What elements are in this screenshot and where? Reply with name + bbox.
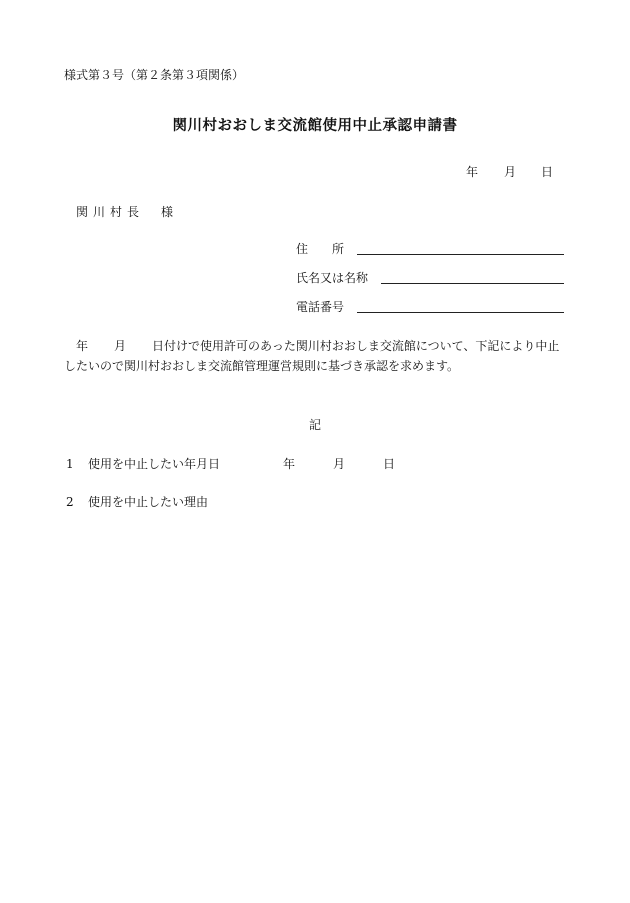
item-suspension-reason bbox=[66, 493, 208, 510]
name-field-line bbox=[381, 283, 564, 284]
phone-label: 電話番号 bbox=[296, 300, 345, 314]
date-day-label: 日 bbox=[541, 165, 554, 179]
item-month-label: 月 bbox=[333, 457, 346, 471]
address-label: 住所 bbox=[296, 242, 369, 256]
item-number: 1 bbox=[66, 457, 74, 471]
phone-field-line bbox=[357, 312, 564, 313]
item-number: 2 bbox=[66, 495, 74, 509]
recipient: 関川村長 様 bbox=[76, 205, 179, 219]
form-number: 様式第３号（第２条第３項関係） bbox=[64, 68, 245, 82]
item-year-label: 年 bbox=[283, 457, 296, 471]
body-month: 月 bbox=[114, 339, 127, 353]
item-day-label: 日 bbox=[383, 457, 396, 471]
item-label: 使用を中止したい年月日 bbox=[88, 457, 221, 471]
body-year: 年 bbox=[76, 339, 89, 353]
name-label: 氏名又は名称 bbox=[296, 271, 369, 285]
date-month-label: 月 bbox=[504, 165, 517, 179]
address-field-line bbox=[357, 254, 564, 255]
ki-heading: 記 bbox=[308, 418, 321, 432]
date-year-label: 年 bbox=[466, 165, 479, 179]
document-title: 関川村おおしま交流館使用中止承認申請書 bbox=[172, 117, 458, 134]
body-text: 日付けで使用許可のあった関川村おおしま交流館について、下記により中止したいので関川村おおしま交流館管理運営規則に基づき承認を求めます。 bbox=[64, 339, 560, 373]
item-suspension-date bbox=[66, 455, 220, 472]
item-label: 使用を中止したい理由 bbox=[88, 495, 209, 509]
request-body bbox=[64, 336, 569, 376]
